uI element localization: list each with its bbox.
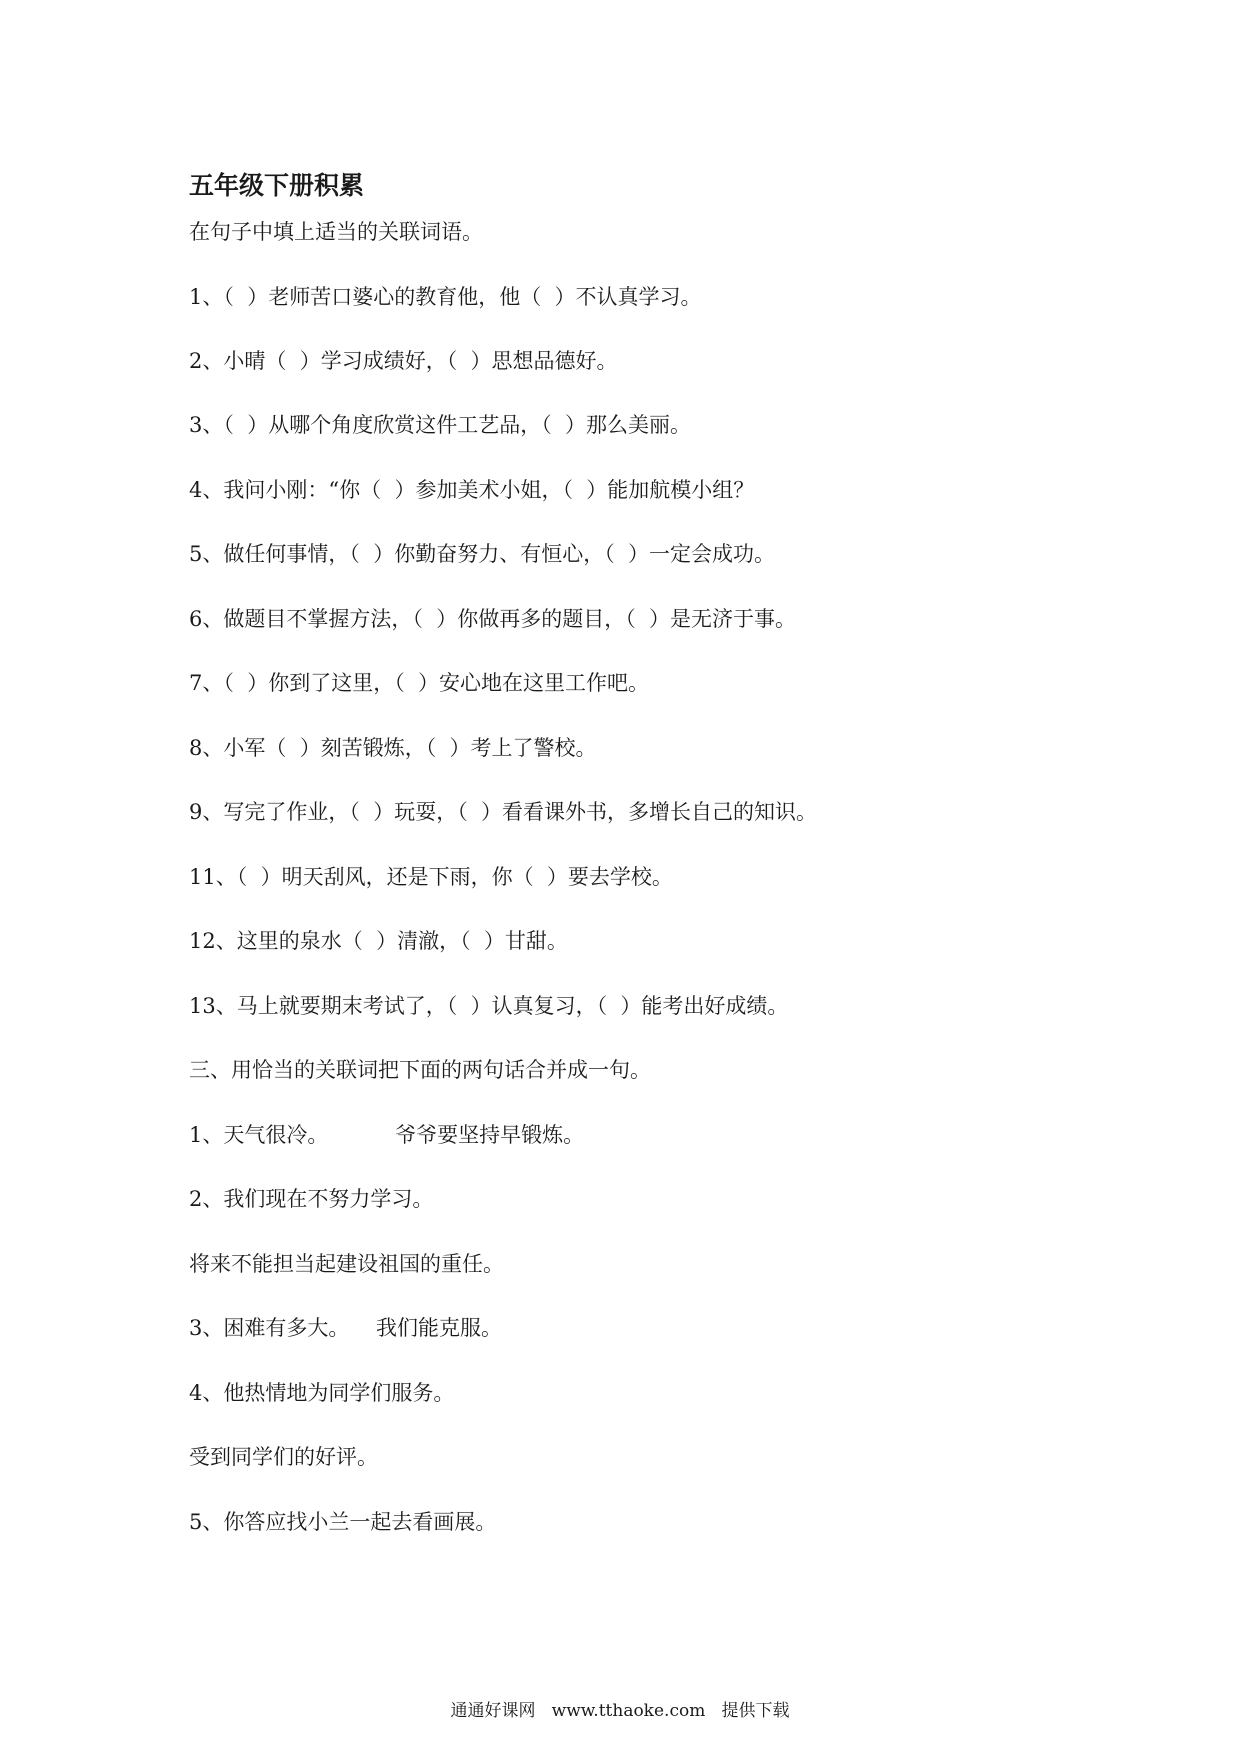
combine-item-2-second: 将来不能担当起建设祖国的重任。 — [189, 1252, 504, 1276]
combine-item-5: 5、你答应找小兰一起去看画展。 — [189, 1510, 497, 1534]
exercise-item-9: 9、写完了作业，（ ）玩耍，（ ）看看课外书，多增长自己的知识。 — [189, 800, 818, 824]
page-footer: 通通好课网 www.tthaoke.com 提供下载 — [450, 1701, 790, 1721]
exercise-item-8: 8、小军（ ）刻苦锻炼，（ ）考上了警校。 — [189, 736, 597, 760]
exercise-item-1: 1、（ ）老师苦口婆心的教育他，他（ ）不认真学习。 — [189, 285, 702, 309]
exercise-item-6: 6、做题目不掌握方法，（ ）你做再多的题目，（ ）是无济于事。 — [189, 607, 797, 631]
exercise-item-11: 11、（ ）明天刮风，还是下雨，你（ ）要去学校。 — [189, 865, 673, 889]
instruction-text: 在句子中填上适当的关联词语。 — [189, 220, 483, 244]
exercise-item-7: 7、（ ）你到了这里，（ ）安心地在这里工作吧。 — [189, 671, 650, 695]
section-heading: 三、用恰当的关联词把下面的两句话合并成一句。 — [189, 1058, 651, 1082]
exercise-item-13: 13、马上就要期末考试了，（ ）认真复习，（ ）能考出好成绩。 — [189, 994, 789, 1018]
combine-item-1: 1、天气很冷。 爷爷要坚持早锻炼。 — [189, 1123, 585, 1147]
combine-item-4-second: 受到同学们的好评。 — [189, 1445, 378, 1469]
combine-item-2: 2、我们现在不努力学习。 — [189, 1187, 434, 1211]
exercise-item-5: 5、做任何事情，（ ）你勤奋努力、有恒心，（ ）一定会成功。 — [189, 542, 776, 566]
combine-item-3: 3、困难有多大。 我们能克服。 — [189, 1316, 503, 1340]
exercise-item-2: 2、小晴（ ）学习成绩好，（ ）思想品德好。 — [189, 349, 618, 373]
combine-item-4: 4、他热情地为同学们服务。 — [189, 1381, 455, 1405]
exercise-item-12: 12、这里的泉水（ ）清澈，（ ）甘甜。 — [189, 929, 568, 953]
page-title: 五年级下册积累 — [189, 171, 365, 200]
exercise-item-3: 3、（ ）从哪个角度欣赏这件工艺品，（ ）那么美丽。 — [189, 413, 692, 437]
exercise-item-4: 4、我问小刚：“你（ ）参加美术小姐，（ ）能加航模小组？ — [189, 478, 755, 502]
